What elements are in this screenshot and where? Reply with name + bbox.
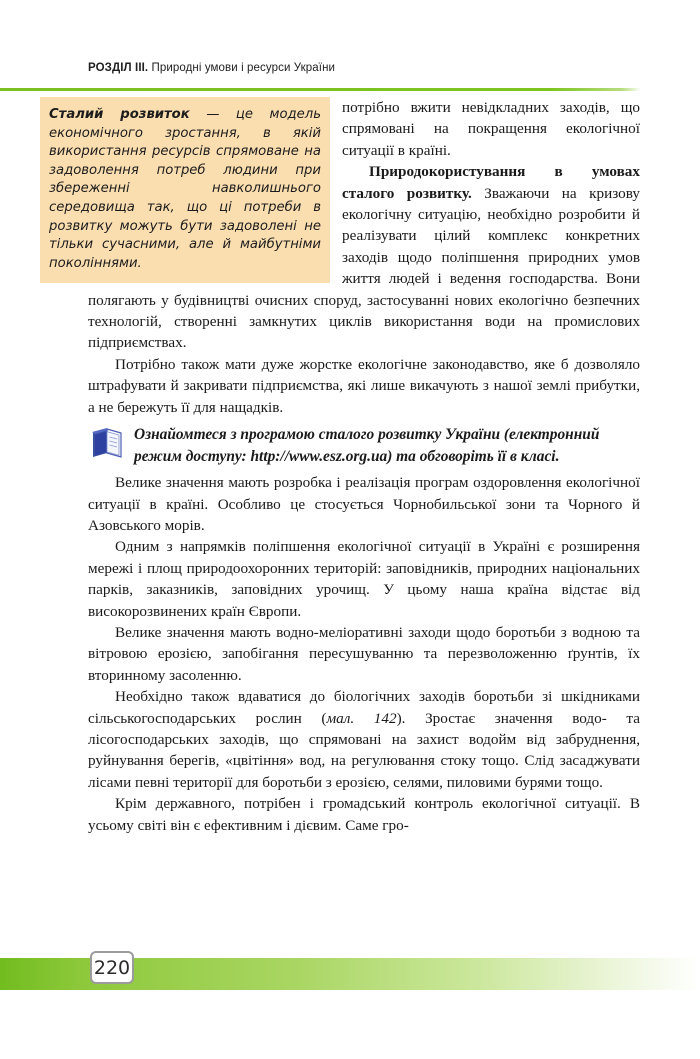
task-text-part2: ) та обговоріть її в класі. (387, 447, 560, 465)
paragraph-body: Зважаючи на кризову екологічну ситуацію, необхідно розробити й реалізувати цілий комплекс конкретних заходів щодо поліпшення природних умов життя людей і ведення господарства. Вони полягають у будівництві очисних споруд, застосуванні нових екологічно безпечних технологій, створенні замкнутих циклів використання води на промислових підприємствах. (88, 184, 640, 352)
task-callout (88, 424, 640, 468)
paragraph-public-control: Крім державного, потрібен і громадський контроль екологічної ситуації. В усьому світі він є ефективним і дієвим. Саме гро- (88, 795, 640, 834)
chapter-label: РОЗДІЛ III. (88, 62, 149, 74)
open-book-icon (90, 426, 128, 460)
paragraph-water-melioration: Велике значення мають водно-меліоративні заходи щодо боротьби з водною та вітровою ерозією, запобігання пересушуванню та перезволоженню ґрунтів, їх вторинному засоленню. (88, 623, 640, 684)
figure-reference: мал. 142 (326, 709, 397, 727)
definition-callout-box (40, 97, 330, 283)
task-text-part1: Ознайомтеся з програмою сталого розвитку України (електронний режим доступу: (134, 426, 600, 465)
paragraph-lead-in: Природокористування в умовах сталого розвитку. (342, 163, 640, 202)
definition-term: Сталий розвиток (49, 107, 190, 122)
paragraph-part-1: Необхідно також вдаватися до біологічних заходів боротьби зі шкідниками сільськогосподарських рослин ( (88, 688, 640, 727)
definition-text: — це модель економічного зростання, в якій використання ресурсів спрямоване на задоволення потреб людини при збереженні навколишнього середовища так, що ці потреби в розвитку можуть бути задоволені не тільки сучасними, але й майбутніми поколіннями. (49, 107, 321, 271)
page-number-badge: 220 (90, 951, 134, 984)
paragraph-biological-measures (88, 686, 640, 793)
paragraph-programs: Велике значення мають розробка і реалізація програм оздоровлення екологічної ситуації в країні. Особливо це стосується Чорнобильської зони та Чорного й Азовського морів. (88, 474, 640, 534)
header-divider-rule (0, 88, 641, 91)
running-head (88, 62, 335, 74)
paragraph-protected-areas: Одним з напрямків поліпшення екологічної ситуації в Україні є розширення мережі і площ природоохоронних територій: заповідників, природних національних парків, заказників, заповідних урочищ. У цьому наша країна відстає від високорозвинених країн Європи. (88, 538, 640, 620)
chapter-title: Природні умови і ресурси України (148, 62, 336, 74)
paragraph-legislation: Потрібно також мати дуже жорстке екологічне законодавство, яке б дозволяло штрафувати й закривати підприємства, які лише викачують з нашої землі прибутки, а не бережуть її для нащадків. (88, 355, 640, 416)
paragraph-part-2: ). Зростає значення водо- та лісогосподарських заходів, що спрямовані на захист водойм від забруднення, руйнування берегів, «цвітіння» вод, на регулювання стоку тощо. Слід засаджувати лісами певні території для боротьби з ерозією, селями, пиловими бурями тощо. (88, 709, 640, 791)
page-text-column (49, 97, 640, 836)
task-url[interactable]: http://www.esz.org.ua (250, 447, 388, 465)
paragraph-continuation: потрібно вжити невідкладних заходів, що спрямовані на покращення екологічної ситуації в країні. (342, 99, 640, 159)
